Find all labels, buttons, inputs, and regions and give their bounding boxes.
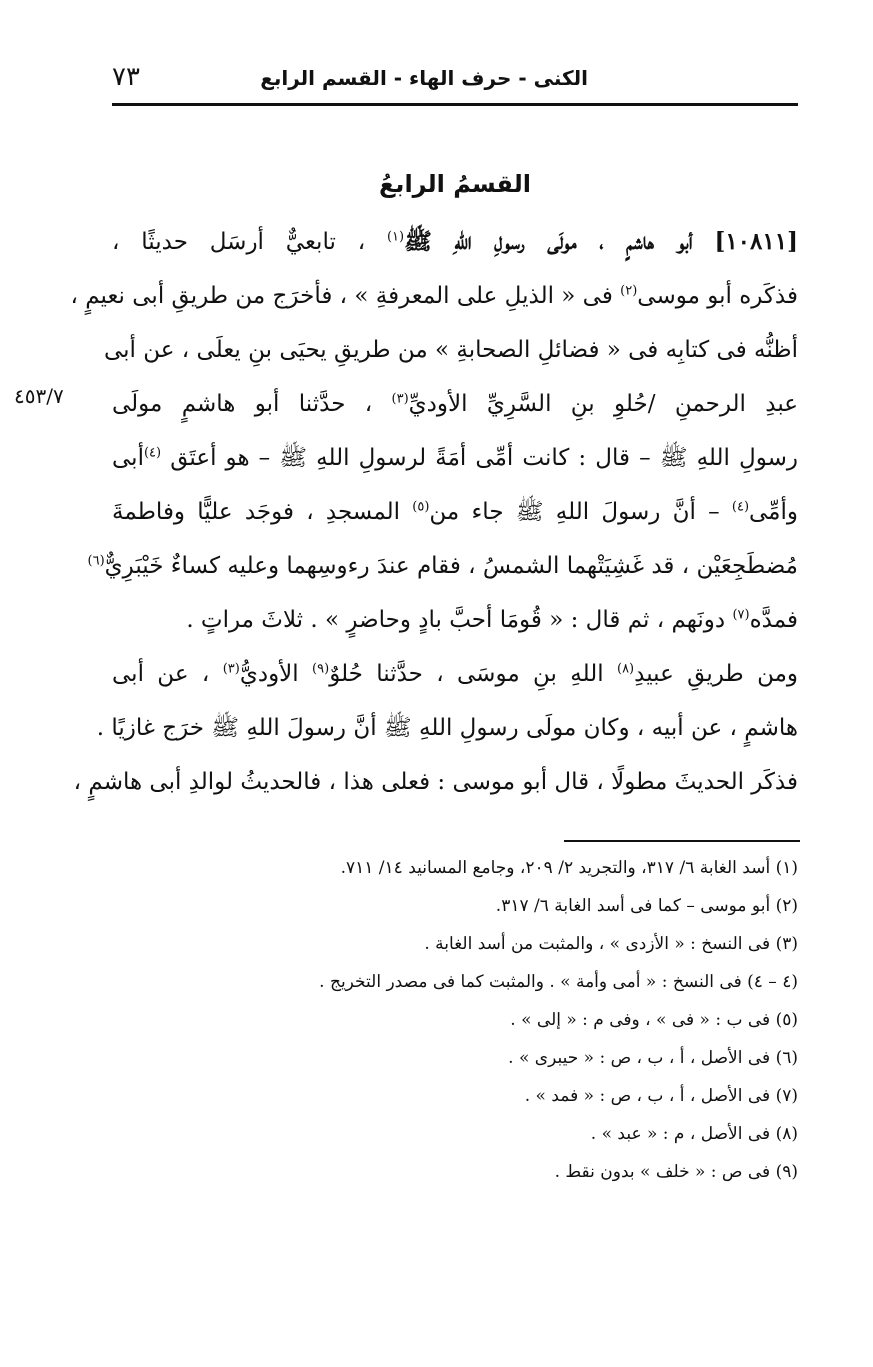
entry-text: المسجدِ ، فوجَد عليًّا وفاطمةَ (112, 499, 401, 525)
footnote-7: (٧) فى الأصل ، أ ، ب ، ص : « فمد » . (524, 1086, 798, 1106)
para2-line-2 (96, 708, 798, 748)
footnote-marker: (٦) (87, 553, 105, 569)
footnote-marker: (٧) (732, 607, 750, 623)
para2-line-3 (73, 762, 798, 802)
para-text: ، عن أبى (112, 661, 210, 687)
entry-line-4 (112, 384, 798, 424)
entry-text: أظنُّه فى كتابِه فى « فضائلِ الصحابةِ » من طريقِ يحيَى بنِ يعلَى ، عن أبى (103, 337, 798, 363)
footnote-rule (564, 840, 800, 842)
footnote-4: (٤ – ٤) فى النسخ : « أمى وأمة » . والمثبت كما فى مصدر التخريج . (319, 972, 798, 992)
footnote-1: (١) أسد الغابة ٦/ ٣١٧، والتجريد ٢/ ٢٠٩، وجامع المسانيد ١٤/ ٧١١. (340, 858, 798, 878)
entry-line-5 (112, 438, 798, 478)
para-text: فذكَر الحديثَ مطولًا ، قال أبو موسى : فعلى هذا ، فالحديثُ لوالدِ أبى هاشمٍ ، (73, 769, 798, 795)
entry-text: ، تابعيٌّ أرسَل حديثًا ، (112, 229, 366, 255)
margin-volume-reference: ٤٥٣/٧ (14, 384, 64, 408)
footnote-marker: (٥) (412, 499, 430, 515)
para-text: هاشمٍ ، عن أبيه ، وكان مولَى رسولِ اللهِ ﷺ أنَّ رسولَ اللهِ ﷺ خرَج غازيًا . (96, 715, 798, 741)
footnote-2: (٢) أبو موسى – كما فى أسد الغابة ٦/ ٣١٧. (495, 896, 798, 916)
footnote-marker: (٤) (731, 499, 750, 515)
section-title: القسمُ الرابعُ (379, 170, 531, 198)
para2-line-1 (112, 654, 798, 694)
footnote-5: (٥) فى ب : « فى » ، وفى م : « إلى » . (510, 1010, 798, 1030)
footnote-6: (٦) فى الأصل ، أ ، ب ، ص : « حيبرى » . (508, 1048, 798, 1068)
entry-text: فمدَّه (749, 607, 798, 633)
footnote-marker: (٨) (616, 661, 635, 677)
entry-number: [١٠٨١١] (714, 228, 798, 255)
entry-text: مُضطَجِعَيْن ، قد غَشِيَتْهما الشمسُ ، فقام عندَ رءوسِهما وعليه كساءٌ خَيْبَرِيٌّ (104, 553, 798, 579)
footnote-marker: (٤) (143, 445, 162, 461)
para-text: الأوديُّ (239, 661, 299, 687)
running-title: الكنى - حرف الهاء - القسم الرابع (260, 66, 588, 90)
footnote-marker: (٢) (620, 283, 638, 299)
running-header (112, 62, 798, 98)
entry-text: – أنَّ رسولَ اللهِ ﷺ جاء من (429, 499, 720, 525)
para-text: اللهِ بنِ موسَى ، حدَّثنا حُلوٌ (329, 661, 604, 687)
entry-text: دونَهم ، ثم قال : « قُومَا أحبَّ بادٍ وحاضرٍ » . ثلاثَ مراتٍ . (186, 607, 726, 633)
footnote-8: (٨) فى الأصل ، م : « عبد » . (590, 1124, 798, 1144)
entry-line-7 (87, 546, 798, 586)
header-rule (112, 103, 798, 106)
footnote-3: (٣) فى النسخ : « الأزدى » ، والمثبت من أسد الغابة . (424, 934, 798, 954)
footnote-marker: (٩) (312, 661, 330, 677)
entry-text: عبدِ الرحمنِ /حُلوِ بنِ السَّرِيِّ الأوديِّ (408, 391, 799, 417)
entry-line-1 (112, 222, 798, 262)
entry-heading: أبو هاشمٍ ، مولَى رسولِ اللهِ ﷺ (404, 228, 693, 255)
entry-text: ، حدَّثنا أبو هاشمٍ مولَى (112, 391, 373, 417)
entry-line-8 (112, 600, 798, 640)
entry-text: رسولِ اللهِ ﷺ – قال : كانت أمِّى أمَةً لرسولِ اللهِ ﷺ – هو أعتَق (170, 445, 799, 471)
entry-text: وأمِّى (749, 499, 799, 525)
entry-text: أبى (112, 445, 144, 471)
entry-text: فى « الذيلِ على المعرفةِ » ، فأخرَج من طريقِ أبى نعيمٍ ، (70, 283, 613, 309)
entry-line-6 (112, 492, 798, 532)
footnote-marker: (١) (386, 229, 405, 245)
entry-line-3 (103, 330, 798, 370)
entry-line-2 (70, 276, 798, 316)
footnote-marker: (٣) (391, 391, 409, 407)
footnote-9: (٩) فى ص : « خلف » بدون نقط . (554, 1162, 798, 1182)
footnote-marker: (٣) (222, 661, 240, 677)
page-number: ٧٣ (112, 62, 140, 92)
entry-text: فذكَره أبو موسى (637, 283, 798, 309)
para-text: ومن طريقِ عبيدِ (634, 661, 799, 687)
